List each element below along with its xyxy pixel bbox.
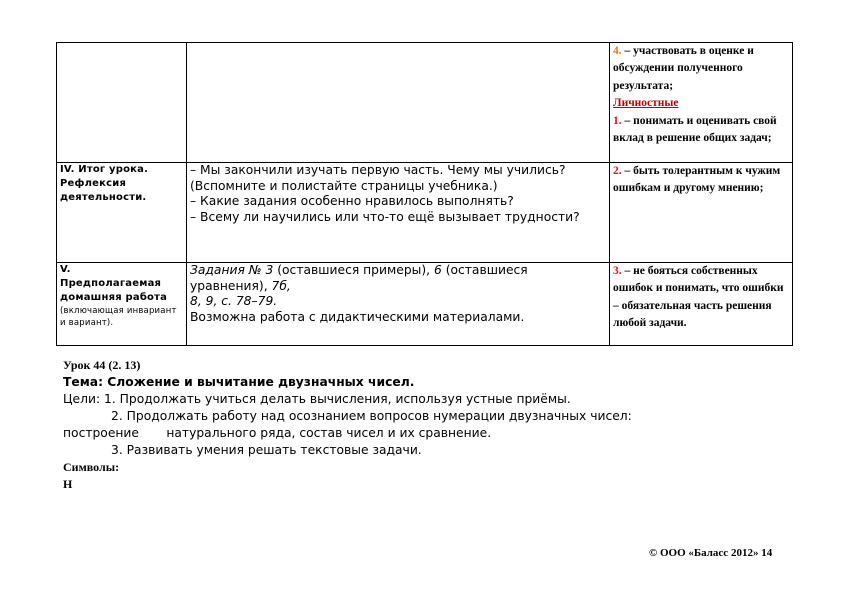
dialog-line: – Всему ли научились или что-то ещё вызывает трудности? [190, 209, 580, 224]
uud-text: – участвовать в оценке и обсуждении полученного результата; [613, 45, 754, 92]
item-number: 3. [613, 265, 622, 277]
uud-text: – быть толерантным к чужим ошибкам и другому мнению; [613, 165, 781, 195]
homework-text: (оставшиеся примеры), [273, 263, 434, 277]
homework-task: 8, 9, с. 78–79. [190, 294, 278, 308]
content-cell [187, 263, 610, 346]
homework-task: Задания № 3 [190, 263, 274, 277]
stage-title: Предполагаемая домашняя работа [60, 278, 168, 303]
table-row [57, 163, 793, 263]
content-cell [187, 43, 610, 163]
personal-heading: Личностные [613, 97, 679, 110]
homework-text: (оставшиеся уравнения), [190, 263, 528, 293]
lesson-table [56, 42, 793, 346]
symbol-letter: Н [63, 477, 73, 491]
stage-title: IV. Итог урока. Рефлексия деятельности. [60, 164, 149, 203]
uud-text: – не бояться собственных ошибок и понимать, что ошибки – обязательная часть решения любой задачи. [613, 265, 784, 330]
stage-subtitle: (включающая инвариант и вариант). [60, 306, 177, 328]
symbols-label: Символы: [63, 460, 120, 474]
uud-cell [610, 263, 793, 346]
lesson-goal: построение натурального ряда, состав чисел и их сравнение. [63, 426, 492, 440]
lesson-header [63, 357, 793, 493]
lesson-goal: 3. Развивать умения решать текстовые задачи. [111, 443, 422, 457]
lesson-goal: Цели: 1. Продолжать учиться делать вычисления, используя устные приёмы. [63, 392, 571, 406]
homework-note: Возможна работа с дидактическими материалами. [190, 309, 525, 324]
table-row [57, 263, 793, 346]
stage-number: V. [60, 264, 71, 275]
dialog-line: – Мы закончили изучать первую часть. Чему мы учились? (Вспомните и полистайте страницы учебника.) [190, 163, 566, 193]
table-row [57, 43, 793, 163]
content-cell [187, 163, 610, 263]
page-footer: © ООО «Баласс 2012» 14 [649, 547, 773, 559]
stage-cell [57, 263, 187, 346]
dialog-line: – Какие задания особенно нравилось выполнять? [190, 194, 514, 208]
homework-task: 7б, [271, 278, 291, 293]
stage-cell [57, 43, 187, 163]
item-number: 1. [613, 114, 622, 127]
lesson-topic: Тема: Сложение и вычитание двузначных чисел. [63, 375, 415, 389]
uud-cell [610, 43, 793, 163]
item-number: 4. [613, 45, 622, 57]
item-number: 2. [613, 165, 622, 177]
lesson-goal: 2. Продолжать работу над осознанием вопросов нумерации двузначных чисел: [111, 409, 632, 423]
lesson-id: Урок 44 (2. 13) [63, 358, 141, 372]
homework-task: 6 [433, 263, 442, 277]
stage-cell [57, 163, 187, 263]
uud-cell [610, 163, 793, 263]
uud-text: – понимать и оценивать свой вклад в решение общих задач; [613, 114, 777, 145]
